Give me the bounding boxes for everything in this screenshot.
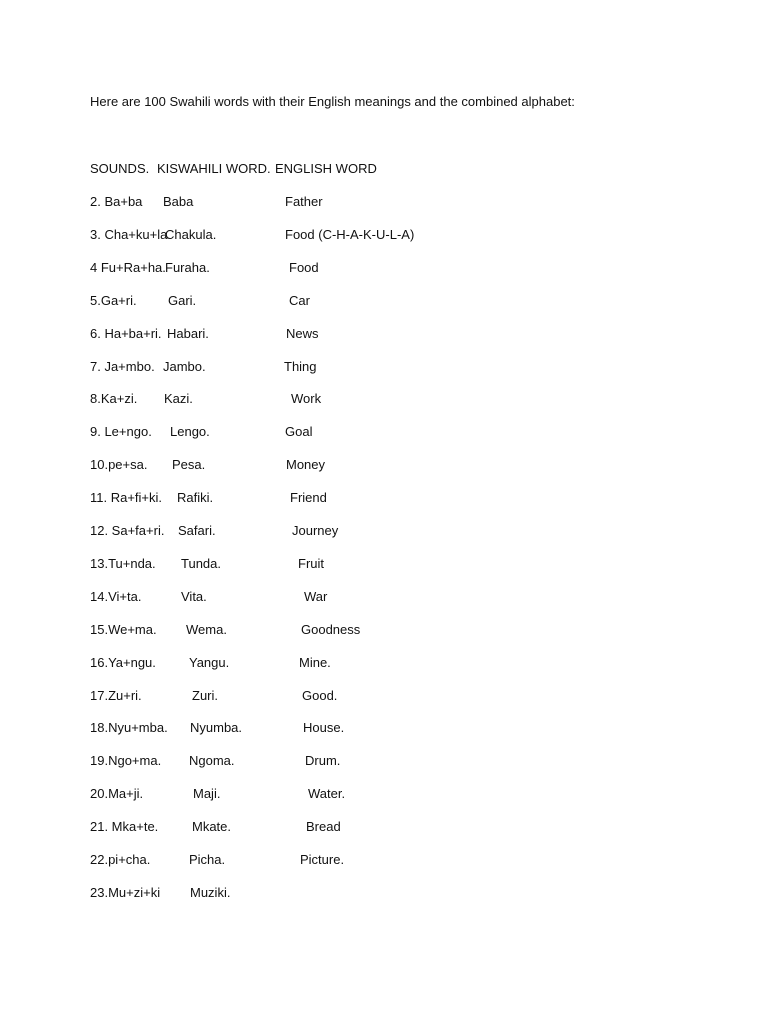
row-sounds: 12. Sa+fa+ri.: [90, 523, 165, 538]
row-kiswahili: Nyumba.: [190, 720, 243, 735]
row-sounds: 17.Zu+ri.: [90, 688, 142, 703]
row-sounds: 16.Ya+ngu.: [90, 655, 156, 670]
row-sounds: 13.Tu+nda.: [90, 556, 156, 571]
row-kiswahili: Zuri.: [192, 688, 218, 703]
row-kiswahili: Pesa.: [172, 457, 206, 472]
row-english: Food: [289, 260, 319, 275]
row-kiswahili: Baba: [163, 194, 194, 209]
intro-text: Here are 100 Swahili words with their English meanings and the combined alphabet:: [90, 94, 575, 109]
row-sounds: 14.Vi+ta.: [90, 589, 142, 604]
row-kiswahili: Rafiki.: [177, 490, 214, 505]
row-kiswahili: Wema.: [186, 622, 227, 637]
row-sounds: 19.Ngo+ma.: [90, 753, 162, 768]
row-sounds: 10.pe+sa.: [90, 457, 148, 472]
row-sounds: 6. Ha+ba+ri.: [90, 326, 162, 341]
row-sounds: 9. Le+ngo.: [90, 424, 152, 439]
row-english: Drum.: [305, 753, 341, 768]
row-sounds: 18.Nyu+mba.: [90, 720, 168, 735]
row-english: Car: [289, 293, 310, 308]
header-kiswahili: KISWAHILI WORD.: [157, 161, 271, 176]
row-english: Work: [291, 391, 322, 406]
row-sounds: 11. Ra+fi+ki.: [90, 490, 163, 505]
row-english: News: [286, 326, 319, 341]
row-english: Water.: [308, 786, 346, 801]
row-sounds: 23.Mu+zi+ki: [90, 885, 161, 900]
row-sounds: 21. Mka+te.: [90, 819, 159, 834]
row-sounds: 22.pi+cha.: [90, 852, 151, 867]
row-english: Father: [285, 194, 323, 209]
row-english: Thing: [284, 359, 317, 374]
row-sounds: 15.We+ma.: [90, 622, 157, 637]
row-english: House.: [303, 720, 345, 735]
row-kiswahili: Furaha.: [165, 260, 210, 275]
row-kiswahili: Chakula.: [165, 227, 217, 242]
row-kiswahili: Maji.: [193, 786, 221, 801]
row-sounds: 3. Cha+ku+la: [90, 227, 168, 242]
row-kiswahili: Mkate.: [192, 819, 232, 834]
row-kiswahili: Lengo.: [170, 424, 210, 439]
row-english: Friend: [290, 490, 327, 505]
row-english: Fruit: [298, 556, 324, 571]
row-sounds: 8.Ka+zi.: [90, 391, 138, 406]
row-kiswahili: Ngoma.: [189, 753, 235, 768]
row-kiswahili: Kazi.: [164, 391, 193, 406]
header-english: ENGLISH WORD: [275, 161, 377, 176]
row-kiswahili: Picha.: [189, 852, 226, 867]
row-kiswahili: Jambo.: [163, 359, 206, 374]
row-english: Goodness: [301, 622, 361, 637]
row-sounds: 5.Ga+ri.: [90, 293, 137, 308]
row-kiswahili: Muziki.: [190, 885, 231, 900]
header-sounds: SOUNDS.: [90, 161, 150, 176]
row-kiswahili: Habari.: [167, 326, 209, 341]
row-sounds: 20.Ma+ji.: [90, 786, 144, 801]
row-kiswahili: Vita.: [181, 589, 207, 604]
row-sounds: 4 Fu+Ra+ha.: [90, 260, 166, 275]
row-english: Bread: [306, 819, 341, 834]
row-english: Good.: [302, 688, 338, 703]
row-english: War: [304, 589, 328, 604]
row-kiswahili: Safari.: [178, 523, 216, 538]
row-kiswahili: Tunda.: [181, 556, 221, 571]
row-english: Mine.: [299, 655, 331, 670]
row-sounds: 2. Ba+ba: [90, 194, 143, 209]
row-english: Journey: [292, 523, 339, 538]
row-english: Money: [286, 457, 326, 472]
row-english: Picture.: [300, 852, 345, 867]
row-english: Food (C-H-A-K-U-L-A): [285, 227, 415, 242]
row-kiswahili: Gari.: [168, 293, 197, 308]
row-sounds: 7. Ja+mbo.: [90, 359, 155, 374]
row-english: Goal: [285, 424, 313, 439]
row-kiswahili: Yangu.: [189, 655, 230, 670]
